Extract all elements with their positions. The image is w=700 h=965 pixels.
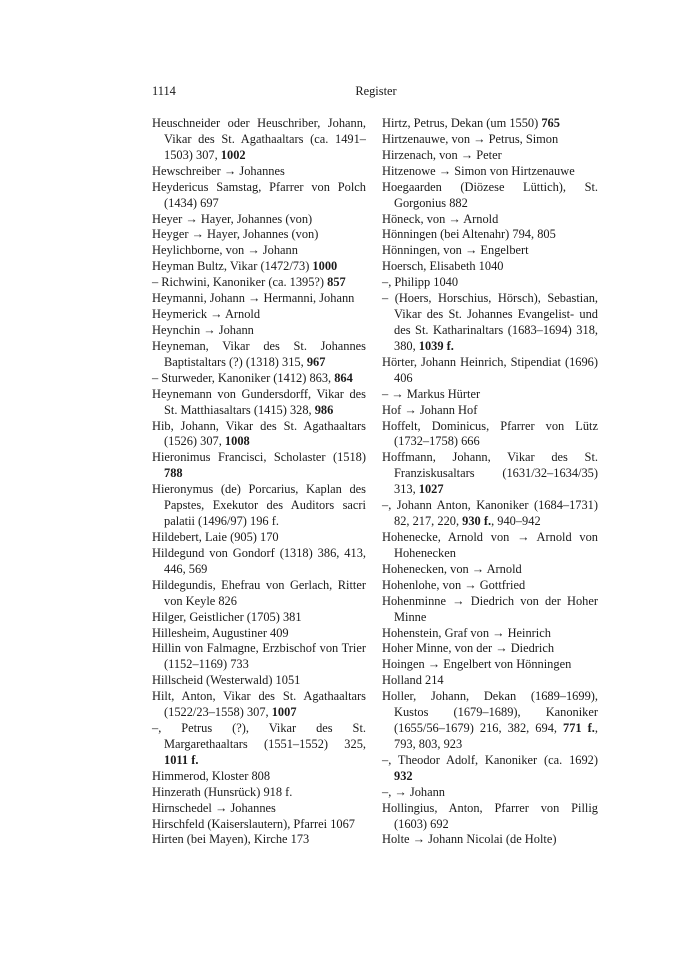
entry-text: Hilt, Anton, Vikar des St. Agathaaltars (1522/23–1558) 307, xyxy=(152,689,366,720)
index-entry xyxy=(382,148,598,164)
index-entry xyxy=(152,673,366,689)
index-entry xyxy=(152,546,366,578)
index-entry xyxy=(152,578,366,610)
entry-text: Hoffmann, Johann, Vikar des St. Franziskusaltars (1631/32–1634/35) 313, xyxy=(382,450,598,497)
entry-text: Hildegund von Gondorf (1318) 386, 413, 446, 569 xyxy=(152,545,366,576)
page-reference-main: 1002 xyxy=(220,147,246,162)
page-reference-main: 967 xyxy=(306,354,326,369)
index-entry xyxy=(382,227,598,243)
page-reference-main: 857 xyxy=(327,275,346,290)
page-reference-main: 1007 xyxy=(271,705,297,720)
index-entry xyxy=(152,275,366,291)
index-entry xyxy=(152,164,366,180)
index-entry xyxy=(152,180,366,212)
page-reference-main: 771 f. xyxy=(563,721,595,736)
entry-text: Hitzenowe → Simon von Hirtzenauwe xyxy=(382,163,575,178)
entry-text: Himmerod, Kloster 808 xyxy=(152,768,271,783)
entry-text: Hoher Minne, von der → Diedrich xyxy=(382,641,555,656)
index-entry xyxy=(382,180,598,212)
index-entry xyxy=(152,450,366,482)
index-entry xyxy=(152,259,366,275)
entry-text: Heynchin → Johann xyxy=(152,322,254,337)
entry-text: – Sturweder, Kanoniker (1412) 863, xyxy=(152,370,335,385)
index-entry xyxy=(382,355,598,387)
page-reference-main: 1027 xyxy=(418,482,444,497)
entry-text: Hib, Johann, Vikar des St. Agathaaltars (1526) 307, xyxy=(152,418,366,449)
index-entry xyxy=(152,817,366,833)
index-entry xyxy=(152,339,366,371)
index-entry xyxy=(382,578,598,594)
entry-text: Heuschneider oder Heuschriber, Johann, Vikar des St. Agathaaltars (ca. 1491–1503) 307, xyxy=(152,116,366,162)
entry-text: Hoegaarden (Diözese Lüttich), St. Gorgonius 882 xyxy=(382,179,598,210)
index-entry xyxy=(382,387,598,403)
index-entry xyxy=(382,275,598,291)
entry-text: Hollingius, Anton, Pfarrer von Pillig (1603) 692 xyxy=(382,800,598,831)
entry-text: – → Markus Hürter xyxy=(382,386,481,401)
entry-text: Hillin von Falmagne, Erzbischof von Trier (1152–1169) 733 xyxy=(152,641,366,672)
index-entry xyxy=(382,164,598,180)
entry-text: Hirnschedel → Johannes xyxy=(152,800,276,815)
entry-text: Hildegundis, Ehefrau von Gerlach, Ritter von Keyle 826 xyxy=(152,577,366,608)
entry-text: – Richwini, Kanoniker (ca. 1395?) xyxy=(152,275,328,290)
entry-text: Hewschreiber → Johannes xyxy=(152,163,285,178)
index-entry xyxy=(152,291,366,307)
index-entry xyxy=(152,387,366,419)
index-entry xyxy=(152,785,366,801)
page-reference-main: 864 xyxy=(334,370,353,385)
entry-text: Heyger → Hayer, Johannes (von) xyxy=(152,227,319,242)
entry-text: Hirzenach, von → Peter xyxy=(382,147,502,162)
index-entry xyxy=(382,243,598,259)
index-entry xyxy=(382,594,598,626)
page-reference-main: 1008 xyxy=(224,434,250,449)
index-entry xyxy=(152,307,366,323)
index-entry xyxy=(152,801,366,817)
entry-text: Hilger, Geistlicher (1705) 381 xyxy=(152,609,302,624)
index-entry xyxy=(382,801,598,833)
page-reference-main: 1039 f. xyxy=(418,338,454,353)
entry-text: –, → Johann xyxy=(382,784,445,799)
entry-text: Hörter, Johann Heinrich, Stipendiat (1696) 406 xyxy=(382,354,598,385)
entry-text: Heymanni, Johann → Hermanni, Johann xyxy=(152,291,355,306)
index-entry xyxy=(382,291,598,355)
index-entry xyxy=(382,785,598,801)
entry-text: , 940–942 xyxy=(491,514,541,529)
index-entry xyxy=(152,832,366,848)
index-entry xyxy=(382,403,598,419)
entry-text: Heylichborne, von → Johann xyxy=(152,243,298,258)
index-entry xyxy=(382,753,598,785)
index-entry xyxy=(152,482,366,530)
index-entry xyxy=(152,530,366,546)
page-header xyxy=(152,84,600,102)
index-entry xyxy=(152,371,366,387)
entry-text: Hirtz, Petrus, Dekan (um 1550) xyxy=(382,116,542,130)
entry-text: Hirschfeld (Kaiserslautern), Pfarrei 1067 xyxy=(152,816,355,831)
index-entry xyxy=(152,243,366,259)
index-entry xyxy=(382,212,598,228)
entry-text: Hinzerath (Hunsrück) 918 f. xyxy=(152,784,293,799)
index-entry xyxy=(152,323,366,339)
page-number: 1114 xyxy=(152,84,176,98)
page-reference-main: 1000 xyxy=(312,259,338,274)
entry-text: –, Theodor Adolf, Kanoniker (ca. 1692) xyxy=(382,752,598,767)
index-entry xyxy=(152,116,366,164)
entry-text: –, Johann Anton, Kanoniker (1684–1731) 82, 217, 220, xyxy=(382,498,598,529)
index-entry xyxy=(382,132,598,148)
index-entry xyxy=(382,689,598,753)
entry-text: Hieronymus (de) Porcarius, Kaplan des Papstes, Exekutor des Auditors sacri palatii (1496/97) 196 f. xyxy=(152,482,366,529)
index-entry xyxy=(382,626,598,642)
entry-text: Hieronimus Francisci, Scholaster (1518) xyxy=(152,450,366,465)
entry-text: –, Petrus (?), Vikar des St. Margarethaaltars (1551–1552) 325, xyxy=(152,721,366,751)
index-entry xyxy=(382,641,598,657)
index-entry xyxy=(382,419,598,451)
index-entry xyxy=(152,419,366,451)
entry-text: Hohenecke, Arnold von → Arnold von Hohenecken xyxy=(382,529,598,560)
page-reference-main: 930 f. xyxy=(462,514,492,529)
entry-text: Hohenminne → Diedrich von der Hoher Minne xyxy=(382,593,598,624)
index-entry xyxy=(152,721,366,769)
entry-text: – (Hoers, Horschius, Hörsch), Sebastian, Vikar des St. Johannes Evangelist- und des St. Katharinaltars (1683–1694) 318, 380, xyxy=(382,291,598,353)
page-reference-main: 765 xyxy=(541,116,560,130)
index-entry xyxy=(382,259,598,275)
index-entry xyxy=(152,212,366,228)
index-entry xyxy=(382,562,598,578)
entry-text: Hönningen (bei Altenahr) 794, 805 xyxy=(382,227,556,242)
entry-text: Heydericus Samstag, Pfarrer von Polch (1434) 697 xyxy=(152,179,366,210)
page-reference-main: 1011 f. xyxy=(164,752,199,767)
entry-text: Hohenstein, Graf von → Heinrich xyxy=(382,625,551,640)
page-reference-main: 788 xyxy=(164,466,183,481)
entry-text: Heyman Bultz, Vikar (1472/73) xyxy=(152,259,313,274)
entry-text: Holler, Johann, Dekan (1689–1699), Kustos (1679–1689), Kanoniker (1655/56–1679) 216, 382, 694, xyxy=(382,689,598,736)
entry-text: Heynemann von Gundersdorff, Vikar des St. Matthiasaltars (1415) 328, xyxy=(152,386,366,417)
index-entry xyxy=(382,498,598,530)
entry-text: Hillesheim, Augustiner 409 xyxy=(152,625,289,640)
entry-text: Hirtzenauwe, von → Petrus, Simon xyxy=(382,131,559,146)
index-entry xyxy=(382,673,598,689)
running-title: Register xyxy=(355,84,397,98)
page-reference-main: 986 xyxy=(314,402,334,417)
entry-text: Hohenlohe, von → Gottfried xyxy=(382,577,526,592)
index-entry xyxy=(382,657,598,673)
entry-text: Heyer → Hayer, Johannes (von) xyxy=(152,211,313,226)
index-entry xyxy=(152,227,366,243)
entry-text: Hillscheid (Westerwald) 1051 xyxy=(152,673,301,688)
entry-text: Holland 214 xyxy=(382,673,444,688)
entry-text: Hildebert, Laie (905) 170 xyxy=(152,529,279,544)
entry-text: Heymerick → Arnold xyxy=(152,307,261,322)
entry-text: Heyneman, Vikar des St. Johannes Baptistaltars (?) (1318) 315, xyxy=(152,338,366,369)
entry-text: Hirten (bei Mayen), Kirche 173 xyxy=(152,832,310,847)
entry-text: Hohenecken, von → Arnold xyxy=(382,561,522,576)
entry-text: Höneck, von → Arnold xyxy=(382,211,499,226)
entry-text: Hönningen, von → Engelbert xyxy=(382,243,529,258)
index-column-left xyxy=(152,116,366,848)
index-entry xyxy=(152,689,366,721)
index-entry xyxy=(152,769,366,785)
entry-text: Hof → Johann Hof xyxy=(382,402,478,417)
index-entry xyxy=(382,530,598,562)
index-entry xyxy=(152,610,366,626)
entry-text: Holte → Johann Nicolai (de Holte) xyxy=(382,832,557,847)
index-entry xyxy=(152,626,366,642)
page-reference-main: 932 xyxy=(394,768,413,783)
entry-text: Hoersch, Elisabeth 1040 xyxy=(382,259,504,274)
entry-text: , 793, 803, 923 xyxy=(394,721,598,751)
index-entry xyxy=(382,116,598,132)
index-entry xyxy=(382,450,598,498)
index-entry xyxy=(382,832,598,848)
entry-text: –, Philipp 1040 xyxy=(382,275,459,290)
entry-text: Hoffelt, Dominicus, Pfarrer von Lütz (1732–1758) 666 xyxy=(382,418,598,449)
entry-text: Hoingen → Engelbert von Hönningen xyxy=(382,657,572,672)
index-column-right xyxy=(382,116,598,848)
index-entry xyxy=(152,641,366,673)
